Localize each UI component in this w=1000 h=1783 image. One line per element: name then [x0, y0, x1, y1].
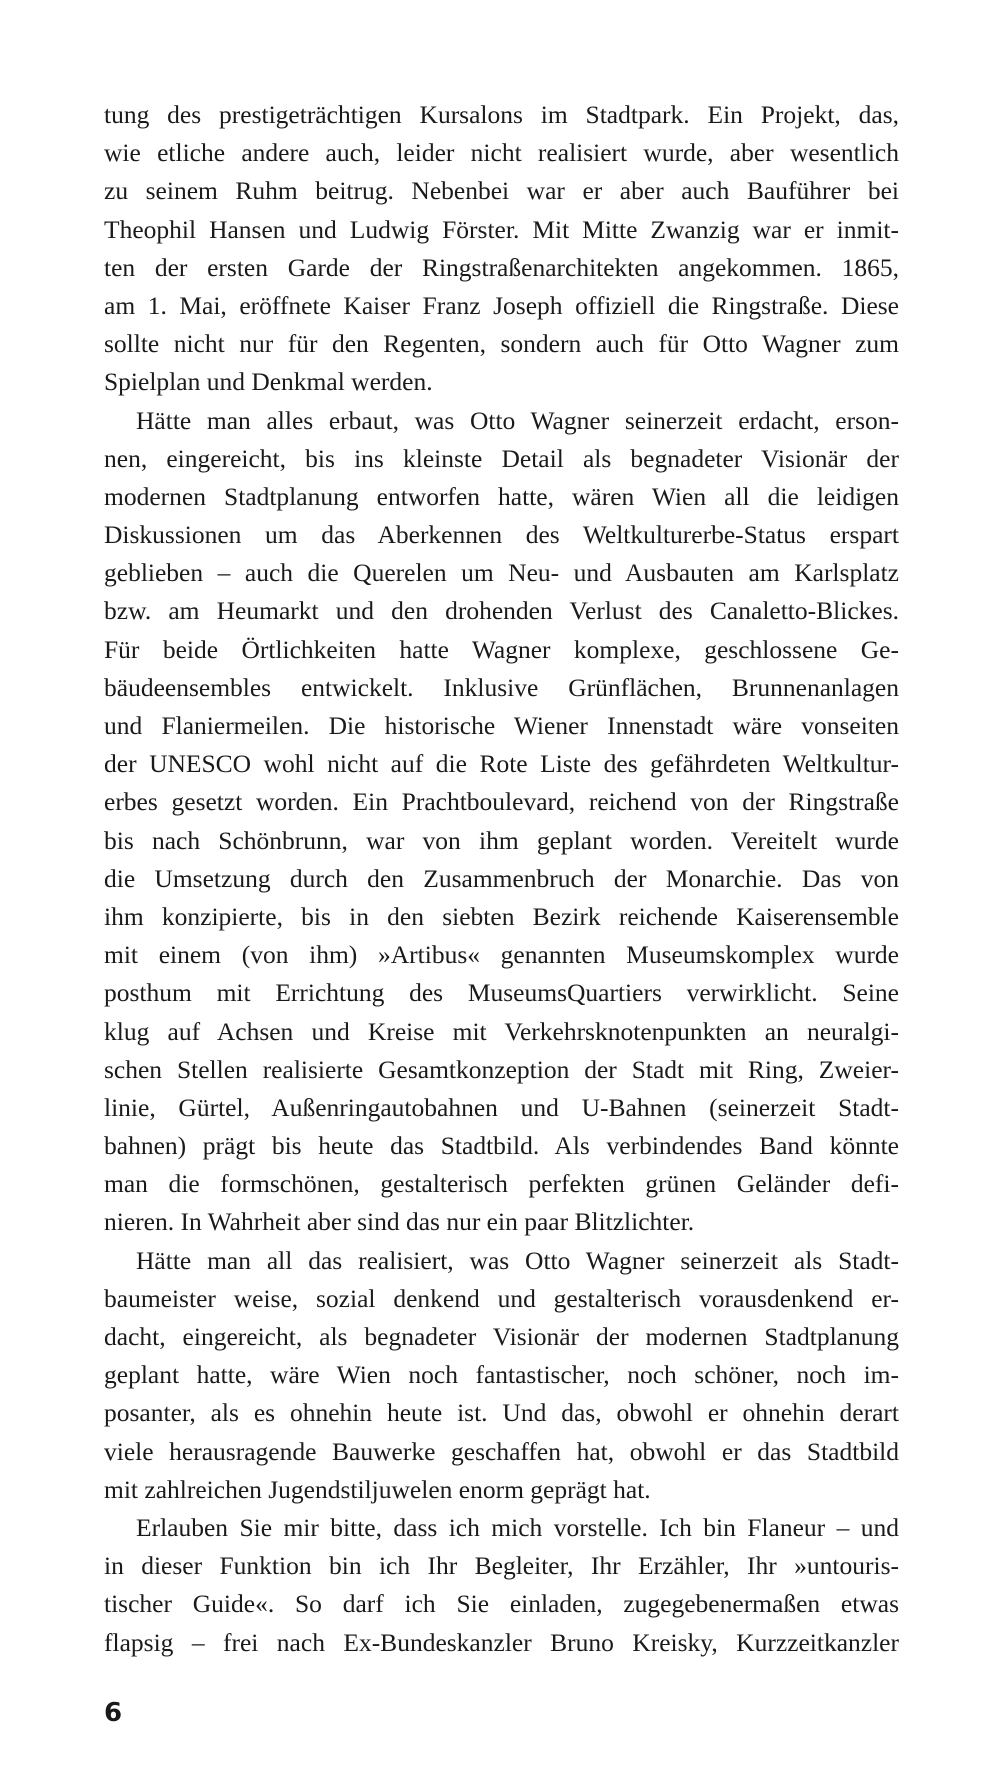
- text-line: in dieser Funktion bin ich Ihr Begleiter, Ihr Erzähler, Ihr »untouris-: [104, 1551, 899, 1581]
- text-line: bahnen) prägt bis heute das Stadtbild. Als verbindendes Band könnte: [104, 1131, 899, 1161]
- text-line: klug auf Achsen und Kreise mit Verkehrsknotenpunkten an neuralgi-: [104, 1016, 899, 1046]
- text-line: posanter, als es ohnehin heute ist. Und das, obwohl er ohnehin derart: [104, 1398, 899, 1428]
- text-line: flapsig – frei nach Ex-Bundeskanzler Bruno Kreisky, Kurzzeitkanzler: [104, 1627, 899, 1657]
- text-line: Theophil Hansen und Ludwig Förster. Mit Mitte Zwanzig war er inmit-: [104, 214, 899, 244]
- text-line: Hätte man alles erbaut, was Otto Wagner seinerzeit erdacht, erson-: [136, 405, 899, 435]
- page-number: 6: [104, 1698, 123, 1728]
- text-line: und Flaniermeilen. Die historische Wiener Innenstadt wäre vonseiten: [104, 711, 899, 740]
- text-line: geblieben – auch die Querelen um Neu- und Ausbauten am Karlsplatz: [104, 558, 899, 588]
- text-line: Für beide Örtlichkeiten hatte Wagner komplexe, geschlossene Ge-: [104, 634, 899, 664]
- text-line: viele herausragende Bauwerke geschaffen hat, obwohl er das Stadtbild: [104, 1436, 899, 1466]
- text-line: sollte nicht nur für den Regenten, sondern auch für Otto Wagner zum: [104, 329, 899, 359]
- text-line: Erlauben Sie mir bitte, dass ich mich vorstelle. Ich bin Flaneur – und: [136, 1512, 899, 1542]
- text-line: mit zahlreichen Jugendstiljuwelen enorm geprägt hat.: [104, 1474, 651, 1504]
- text-line: wie etliche andere auch, leider nicht realisiert wurde, aber wesentlich: [104, 138, 899, 168]
- text-line: der UNESCO wohl nicht auf die Rote Liste des gefährdeten Weltkultur-: [104, 749, 899, 779]
- text-line: erbes gesetzt worden. Ein Prachtboulevard, reichend von der Ringstraße: [104, 787, 899, 817]
- text-line: ihm konzipierte, bis in den siebten Bezirk reichende Kaiserensemble: [104, 901, 899, 931]
- text-line: die Umsetzung durch den Zusammenbruch der Monarchie. Das von: [104, 863, 899, 893]
- paragraph: [104, 1509, 899, 1662]
- paragraph: [104, 1242, 899, 1509]
- paragraph: [104, 96, 899, 402]
- text-line: nieren. In Wahrheit aber sind das nur ein paar Blitzlichter.: [104, 1207, 695, 1237]
- body-text: [104, 96, 899, 1662]
- text-line: geplant hatte, wäre Wien noch fantastischer, noch schöner, noch im-: [104, 1360, 899, 1390]
- text-line: zu seinem Ruhm beitrug. Nebenbei war er aber auch Bauführer bei: [104, 176, 899, 206]
- text-line: man die formschönen, gestalterisch perfekten grünen Geländer defi-: [104, 1169, 899, 1199]
- text-line: bzw. am Heumarkt und den drohenden Verlust des Canaletto-Blickes.: [104, 596, 899, 626]
- text-line: tischer Guide«. So darf ich Sie einladen, zugegebenermaßen etwas: [104, 1589, 899, 1619]
- text-line: posthum mit Errichtung des MuseumsQuartiers verwirklicht. Seine: [104, 978, 899, 1008]
- text-line: am 1. Mai, eröffnete Kaiser Franz Joseph offiziell die Ringstraße. Diese: [104, 290, 899, 320]
- text-line: Hätte man all das realisiert, was Otto Wagner seinerzeit als Stadt-: [136, 1245, 899, 1275]
- text-line: baumeister weise, sozial denkend und gestalterisch vorausdenkend er-: [104, 1283, 899, 1313]
- text-line: bäudeensembles entwickelt. Inklusive Grünflächen, Brunnenanlagen: [104, 672, 899, 702]
- text-line: linie, Gürtel, Außenringautobahnen und U-Bahnen (seinerzeit Stadt-: [104, 1092, 899, 1122]
- text-line: schen Stellen realisierte Gesamtkonzeption der Stadt mit Ring, Zweier-: [104, 1054, 899, 1084]
- text-line: tung des prestigeträchtigen Kursalons im Stadtpark. Ein Projekt, das,: [104, 100, 899, 129]
- text-line: Spielplan und Denkmal werden.: [104, 367, 433, 397]
- text-line: bis nach Schönbrunn, war von ihm geplant worden. Vereitelt wurde: [104, 825, 899, 855]
- text-line: modernen Stadtplanung entworfen hatte, wären Wien all die leidigen: [104, 481, 899, 511]
- text-line: nen, eingereicht, bis ins kleinste Detail als begnadeter Visionär der: [104, 443, 899, 473]
- text-line: mit einem (von ihm) »Artibus« genannten Museumskomplex wurde: [104, 940, 899, 970]
- text-line: dacht, eingereicht, als begnadeter Visionär der modernen Stadtplanung: [104, 1322, 899, 1351]
- paragraph: [104, 402, 899, 1242]
- text-line: Diskussionen um das Aberkennen des Weltkulturerbe-Status erspart: [104, 520, 899, 550]
- text-line: ten der ersten Garde der Ringstraßenarchitekten angekommen. 1865,: [104, 252, 899, 282]
